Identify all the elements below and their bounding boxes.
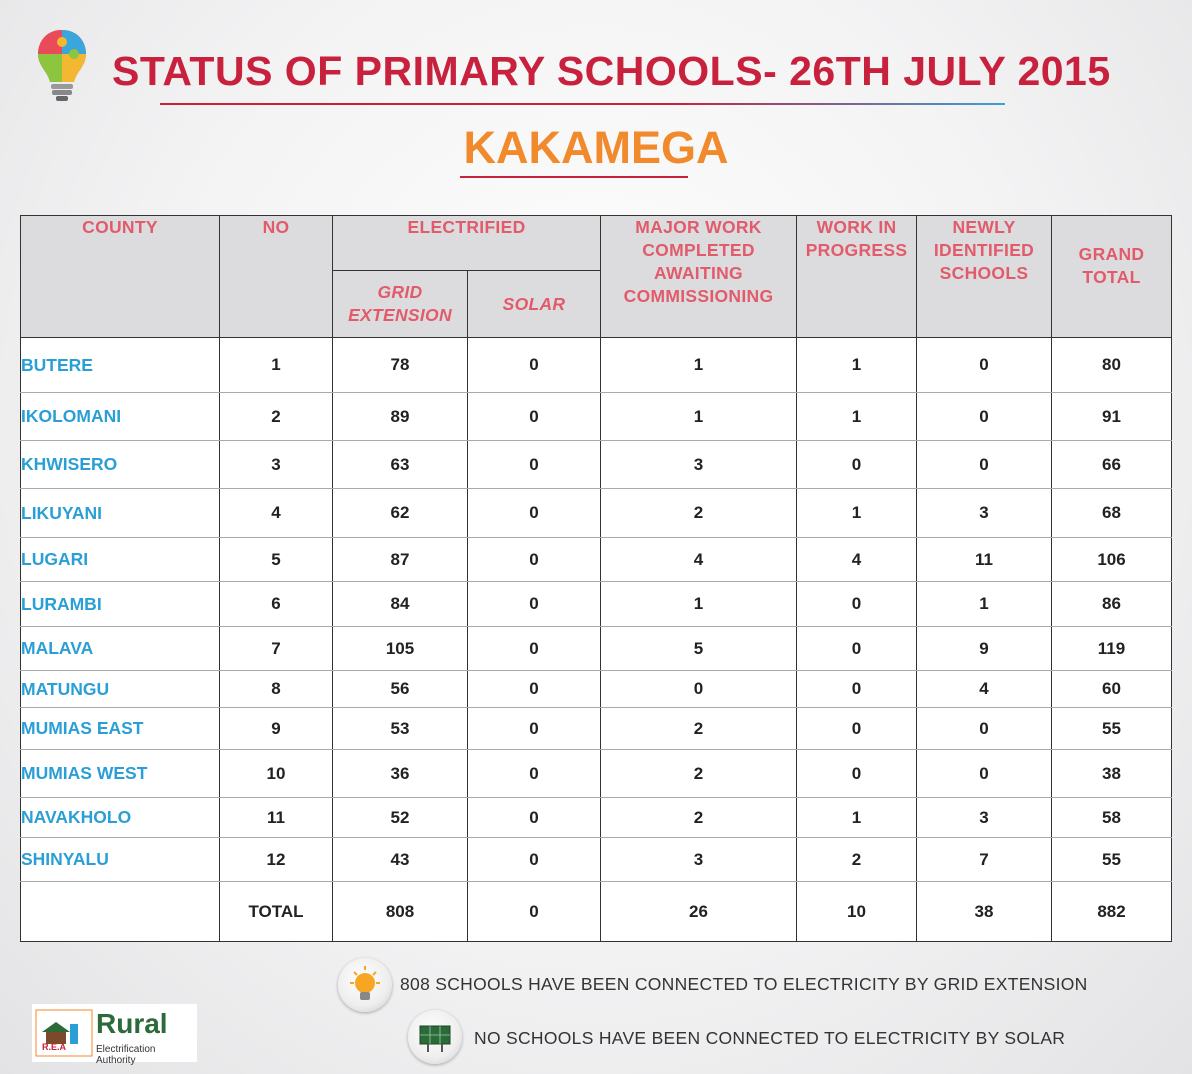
- solar-cell: 0: [468, 582, 601, 627]
- grand-total-cell: 106: [1052, 538, 1172, 582]
- solar-cell: 0: [468, 838, 601, 882]
- no-cell: 6: [220, 582, 333, 627]
- newly-cell: 7: [917, 838, 1052, 882]
- solar-cell: 0: [468, 627, 601, 671]
- table-row: [21, 838, 1172, 882]
- wip-cell: 1: [797, 393, 917, 441]
- county-cell: LURAMBI: [21, 582, 220, 627]
- major-cell: 5: [601, 627, 797, 671]
- total-solar: 0: [468, 882, 601, 942]
- no-cell: 1: [220, 338, 333, 393]
- wip-cell: 4: [797, 538, 917, 582]
- major-cell: 3: [601, 838, 797, 882]
- newly-cell: 0: [917, 338, 1052, 393]
- no-cell: 11: [220, 798, 333, 838]
- grand-total-cell: 91: [1052, 393, 1172, 441]
- newly-cell: 0: [917, 750, 1052, 798]
- table-row: [21, 538, 1172, 582]
- county-cell: NAVAKHOLO: [21, 798, 220, 838]
- grid-cell: 53: [333, 708, 468, 750]
- no-cell: 7: [220, 627, 333, 671]
- county-cell: IKOLOMANI: [21, 393, 220, 441]
- county-cell: BUTERE: [21, 338, 220, 393]
- major-cell: 2: [601, 750, 797, 798]
- grand-total-cell: 55: [1052, 838, 1172, 882]
- no-cell: 5: [220, 538, 333, 582]
- grand-total-cell: 68: [1052, 489, 1172, 538]
- header-work-in-progress: WORK IN PROGRESS: [797, 216, 917, 338]
- grand-total-cell: 66: [1052, 441, 1172, 489]
- solar-cell: 0: [468, 798, 601, 838]
- table-row: [21, 582, 1172, 627]
- wip-cell: 0: [797, 750, 917, 798]
- major-cell: 4: [601, 538, 797, 582]
- grid-cell: 87: [333, 538, 468, 582]
- county-cell: SHINYALU: [21, 838, 220, 882]
- page-title: STATUS OF PRIMARY SCHOOLS- 26TH JULY 2015: [112, 48, 1111, 94]
- no-cell: 8: [220, 671, 333, 708]
- grid-cell: 52: [333, 798, 468, 838]
- grid-note: 808 SCHOOLS HAVE BEEN CONNECTED TO ELECTRICITY BY GRID EXTENSION: [400, 974, 1088, 994]
- wip-cell: 2: [797, 838, 917, 882]
- status-table: [20, 215, 1172, 942]
- county-cell: LIKUYANI: [21, 489, 220, 538]
- total-label: TOTAL: [220, 882, 333, 942]
- table-row: [21, 750, 1172, 798]
- solar-cell: 0: [468, 393, 601, 441]
- grid-cell: 78: [333, 338, 468, 393]
- grid-cell: 43: [333, 838, 468, 882]
- newly-cell: 1: [917, 582, 1052, 627]
- grid-cell: 105: [333, 627, 468, 671]
- grid-cell: 89: [333, 393, 468, 441]
- solar-cell: 0: [468, 489, 601, 538]
- no-cell: 4: [220, 489, 333, 538]
- major-cell: 3: [601, 441, 797, 489]
- major-cell: 2: [601, 489, 797, 538]
- no-cell: 9: [220, 708, 333, 750]
- newly-cell: 4: [917, 671, 1052, 708]
- grand-total-cell: 58: [1052, 798, 1172, 838]
- county-cell: MALAVA: [21, 627, 220, 671]
- grid-cell: 56: [333, 671, 468, 708]
- wip-cell: 0: [797, 627, 917, 671]
- newly-cell: 3: [917, 798, 1052, 838]
- title-divider: [160, 103, 1005, 105]
- grand-total-cell: 86: [1052, 582, 1172, 627]
- lightbulb-icon: [338, 958, 392, 1012]
- grand-total-cell: 38: [1052, 750, 1172, 798]
- grid-cell: 84: [333, 582, 468, 627]
- total-newly: 38: [917, 882, 1052, 942]
- major-cell: 2: [601, 708, 797, 750]
- rea-logo-initials: R.E.A: [42, 1042, 67, 1052]
- solar-cell: 0: [468, 671, 601, 708]
- newly-cell: 9: [917, 627, 1052, 671]
- newly-cell: 3: [917, 489, 1052, 538]
- wip-cell: 0: [797, 582, 917, 627]
- wip-cell: 0: [797, 441, 917, 489]
- grand-total-cell: 80: [1052, 338, 1172, 393]
- table-row: [21, 671, 1172, 708]
- major-cell: 1: [601, 393, 797, 441]
- grand-total-cell: 55: [1052, 708, 1172, 750]
- header-solar: SOLAR: [468, 271, 601, 338]
- county-cell: KHWISERO: [21, 441, 220, 489]
- solar-cell: 0: [468, 441, 601, 489]
- major-cell: 1: [601, 582, 797, 627]
- header-no: NO: [220, 216, 333, 338]
- total-major: 26: [601, 882, 797, 942]
- grid-cell: 62: [333, 489, 468, 538]
- solar-cell: 0: [468, 538, 601, 582]
- solar-cell: 0: [468, 708, 601, 750]
- total-blank-cell: [21, 882, 220, 942]
- newly-cell: 0: [917, 708, 1052, 750]
- total-grand: 882: [1052, 882, 1172, 942]
- no-cell: 2: [220, 393, 333, 441]
- solar-note: NO SCHOOLS HAVE BEEN CONNECTED TO ELECTRICITY BY SOLAR: [474, 1028, 1066, 1048]
- county-cell: LUGARI: [21, 538, 220, 582]
- wip-cell: 1: [797, 338, 917, 393]
- major-cell: 2: [601, 798, 797, 838]
- total-wip: 10: [797, 882, 917, 942]
- table-row: [21, 627, 1172, 671]
- grid-cell: 36: [333, 750, 468, 798]
- wip-cell: 1: [797, 489, 917, 538]
- table-row: [21, 393, 1172, 441]
- header-newly-identified: NEWLY IDENTIFIED SCHOOLS: [917, 216, 1052, 338]
- county-cell: MUMIAS WEST: [21, 750, 220, 798]
- wip-cell: 1: [797, 798, 917, 838]
- grand-total-cell: 60: [1052, 671, 1172, 708]
- table-row: [21, 489, 1172, 538]
- rea-logo: [32, 1004, 197, 1066]
- grand-total-cell: 119: [1052, 627, 1172, 671]
- major-cell: 0: [601, 671, 797, 708]
- no-cell: 3: [220, 441, 333, 489]
- total-grid: 808: [333, 882, 468, 942]
- county-cell: MATUNGU: [21, 671, 220, 708]
- rea-logo-name: Rural: [96, 1008, 168, 1039]
- table-row: [21, 708, 1172, 750]
- header-major-work: MAJOR WORK COMPLETED AWAITING COMMISSIONING: [601, 216, 797, 338]
- newly-cell: 0: [917, 393, 1052, 441]
- no-cell: 12: [220, 838, 333, 882]
- solar-cell: 0: [468, 750, 601, 798]
- newly-cell: 11: [917, 538, 1052, 582]
- header-county: COUNTY: [21, 216, 220, 338]
- newly-cell: 0: [917, 441, 1052, 489]
- solar-panel-icon: [408, 1010, 462, 1064]
- wip-cell: 0: [797, 708, 917, 750]
- county-cell: MUMIAS EAST: [21, 708, 220, 750]
- rea-logo-subtitle: Electrification Authority: [96, 1044, 156, 1066]
- solar-cell: 0: [468, 338, 601, 393]
- subtitle-divider: [460, 176, 688, 178]
- no-cell: 10: [220, 750, 333, 798]
- puzzle-bulb-icon: [34, 26, 90, 106]
- table-row: [21, 441, 1172, 489]
- major-cell: 1: [601, 338, 797, 393]
- page-subtitle: KAKAMEGA: [463, 122, 729, 173]
- total-row: [21, 882, 1172, 942]
- table-row: [21, 338, 1172, 393]
- table-row: [21, 798, 1172, 838]
- header-grand-total: GRAND TOTAL: [1052, 216, 1172, 338]
- header-electrified: ELECTRIFIED: [333, 216, 601, 271]
- grid-cell: 63: [333, 441, 468, 489]
- header-grid-extension: GRID EXTENSION: [333, 271, 468, 338]
- wip-cell: 0: [797, 671, 917, 708]
